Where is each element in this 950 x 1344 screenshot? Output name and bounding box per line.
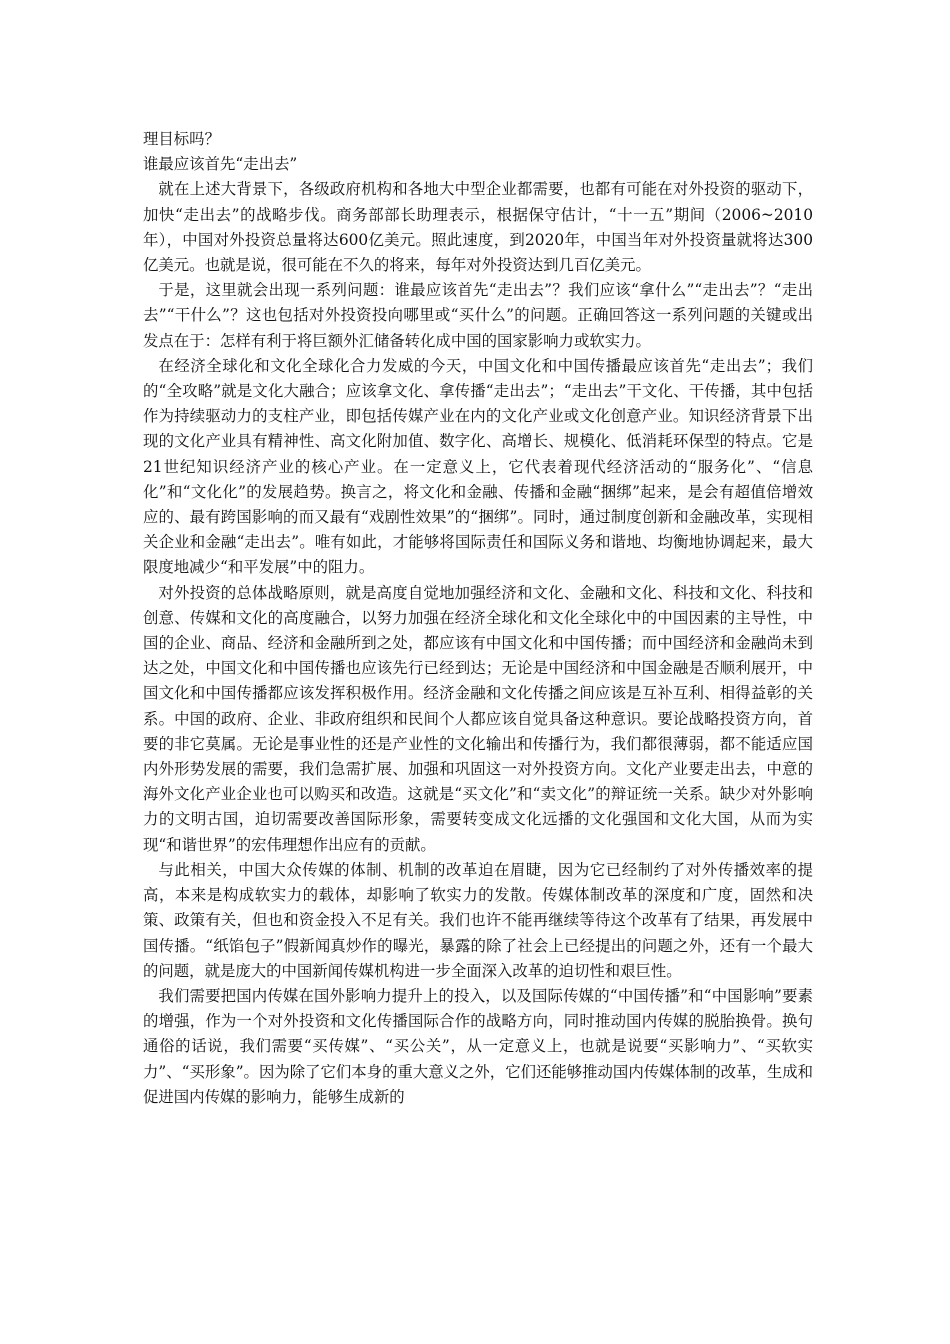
- document-page: [143, 127, 813, 1110]
- paragraph-5: 与此相关，中国大众传媒的体制、机制的改革迫在眉睫，因为它已经制约了对外传播效率的提高，本来是构成软实力的载体，却影响了软实力的发散。传媒体制改革的深度和广度，固然和决策、政策有关，但也和资金投入不足有关。我们也许不能再继续等待这个改革有了结果，再发展中国传播。“纸馅包子”假新闻真炒作的曝光，暴露的除了社会上已经提出的问题之外，还有一个最大的问题，就是庞大的中国新闻传媒机构进一步全面深入改革的迫切性和艰巨性。: [143, 860, 813, 980]
- continuation-line: 理目标吗？: [143, 130, 220, 148]
- paragraph-2: 于是，这里就会出现一系列问题：谁最应该首先“走出去”？我们应该“拿什么”“走出去”？“走出去”“干什么”？这也包括对外投资投向哪里或“买什么”的问题。正确回答这一系列问题的关键或出发点在于：怎样有利于将巨额外汇储备转化成中国的国家影响力或软实力。: [143, 281, 813, 350]
- paragraph-1: 就在上述大背景下，各级政府机构和各地大中型企业都需要，也都有可能在对外投资的驱动下，加快“走出去”的战略步伐。商务部部长助理表示，根据保守估计，“十一五”期间（2006~2010年），中国对外投资总量将达600亿美元。照此速度，到2020年，中国当年对外投资量就将达300亿美元。也就是说，很可能在不久的将来，每年对外投资达到几百亿美元。: [143, 180, 813, 275]
- paragraph-3: 在经济全球化和文化全球化合力发威的今天，中国文化和中国传播最应该首先“走出去”；我们的“全攻略”就是文化大融合；应该拿文化、拿传播“走出去”；“走出去”干文化、干传播，其中包括作为持续驱动力的支柱产业，即包括传媒产业在内的文化产业或文化创意产业。知识经济背景下出现的文化产业具有精神性、高文化附加值、数字化、高增长、规模化、低消耗环保型的特点。它是21世纪知识经济产业的核心产业。在一定意义上，它代表着现代经济活动的“服务化”、“信息化”和“文化化”的发展趋势。换言之，将文化和金融、传播和金融“捆绑”起来，是会有超值倍增效应的、最有跨国影响的而又最有“戏剧性效果”的“捆绑”。同时，通过制度创新和金融改革，实现相关企业和金融“走出去”。唯有如此，才能够将国际责任和国际义务和谐地、均衡地协调起来，最大限度地减少“和平发展”中的阻力。: [143, 356, 813, 577]
- section-heading: 谁最应该首先“走出去”: [143, 155, 298, 174]
- paragraph-6: 我们需要把国内传媒在国外影响力提升上的投入，以及国际传媒的“中国传播”和“中国影响”要素的增强，作为一个对外投资和文化传播国际合作的战略方向，同时推动国内传媒的脱胎换骨。换句通俗的话说，我们需要“买传媒”、“买公关”，从一定意义上，也就是说要“买影响力”、“买软实力”、“买形象”。因为除了它们本身的重大意义之外，它们还能够推动国内传媒体制的改革，生成和促进国内传媒的影响力，能够生成新的: [143, 986, 814, 1106]
- paragraph-4: 对外投资的总体战略原则，就是高度自觉地加强经济和文化、金融和文化、科技和文化、科技和创意、传媒和文化的高度融合，以努力加强在经济全球化和文化全球化中的中国因素的主导性，中国的企业、商品、经济和金融所到之处，都应该有中国文化和中国传播；而中国经济和金融尚未到达之处，中国文化和中国传播也应该先行已经到达；无论是中国经济和中国金融是否顺利展开，中国文化和中国传播都应该发挥积极作用。经济金融和文化传播之间应该是互补互利、相得益彰的关系。中国的政府、企业、非政府组织和民间个人都应该自觉具备这种意识。要论战略投资方向，首要的非它莫属。无论是事业性的还是产业性的文化输出和传播行为，我们都很薄弱，都不能适应国内外形势发展的需要，我们急需扩展、加强和巩固这一对外投资方向。文化产业要走出去，中意的海外文化产业企业也可以购买和改造。这就是“买文化”和“卖文化”的辩证统一关系。缺少对外影响力的文明古国，迫切需要改善国际形象，需要转变成文化远播的文化强国和文化大国，从而为实现“和谐世界”的宏伟理想作出应有的贡献。: [143, 583, 813, 854]
